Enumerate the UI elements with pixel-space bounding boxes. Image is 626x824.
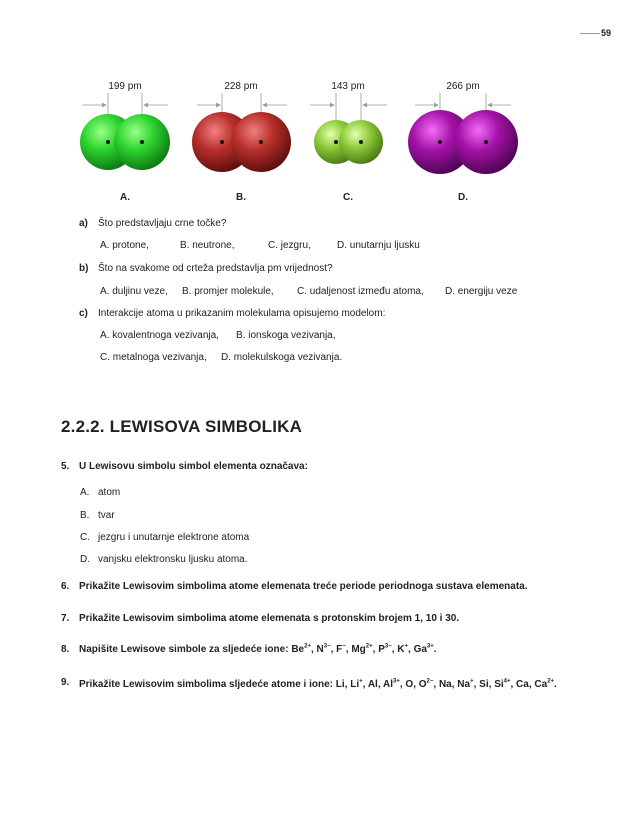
molecule-a-letter: A. bbox=[120, 192, 130, 203]
option: D. molekulskoga vezivanja. bbox=[221, 352, 343, 363]
question-text: Što predstavljaju crne točke? bbox=[98, 218, 227, 229]
option-letter: A. bbox=[80, 487, 90, 498]
option: B. ionskoga vezivanja, bbox=[236, 330, 336, 341]
option: B. promjer molekule, bbox=[182, 286, 274, 297]
ion-charge: + bbox=[359, 678, 363, 685]
option-letter: C. bbox=[80, 532, 90, 543]
question-text: Prikažite Lewisovim simbolima sljedeće atome i ione: bbox=[79, 679, 333, 690]
ion-symbol: Si bbox=[479, 679, 489, 690]
ion-symbol: Al bbox=[383, 679, 393, 690]
ion-symbol: F bbox=[336, 644, 343, 655]
ion-charge: 3+ bbox=[393, 678, 400, 685]
ion-charge: 3− bbox=[384, 643, 392, 650]
ion-list: $Be^{2+}$, $N^{3-}$, F−, $Mg^{2+}$, $P^{3-}$, K+, $Ga^{3+}$. bbox=[291, 643, 437, 655]
ion-list: Li, Li+, Al, $Al^{3+}$, O, $O^{2-}$, Na, Na+, Si, $Si^{4+}$, Ca, $Ca^{2+}$. bbox=[335, 678, 557, 690]
ion-charge: 3+ bbox=[426, 643, 434, 650]
molecule-d-letter: D. bbox=[458, 192, 468, 203]
ion-symbol: Li bbox=[335, 679, 345, 690]
molecule-b bbox=[192, 81, 291, 203]
option-a bbox=[80, 487, 121, 498]
molecule-a-size: 199 pm bbox=[108, 81, 142, 92]
option: D. energiju veze bbox=[445, 286, 518, 297]
ion-symbol: Ca bbox=[534, 679, 548, 690]
ion-charge: − bbox=[342, 643, 346, 650]
question-text: U Lewisovu simbolu simbol elementa označava: bbox=[79, 461, 308, 472]
molecule-c-letter: C. bbox=[343, 192, 353, 203]
question-letter: b) bbox=[79, 263, 89, 274]
ion-symbol: Na bbox=[457, 679, 471, 690]
question-text-line bbox=[79, 644, 437, 655]
question-7 bbox=[61, 613, 460, 624]
molecule-d-size: 266 pm bbox=[446, 81, 480, 92]
option-letter: B. bbox=[80, 510, 90, 521]
ion-charge: 2+ bbox=[365, 643, 373, 650]
option: A. duljinu veze, bbox=[100, 286, 168, 297]
ion-symbol: Be bbox=[291, 644, 305, 655]
question-number: 7. bbox=[61, 613, 70, 624]
ion-symbol: O bbox=[405, 679, 414, 690]
molecule-c bbox=[310, 81, 387, 203]
option: A. protone, bbox=[100, 240, 149, 251]
option: B. neutrone, bbox=[180, 240, 235, 251]
question-8 bbox=[61, 643, 437, 655]
section-title: 2.2.2. LEWISOVA SIMBOLIKA bbox=[61, 417, 303, 436]
question-number: 6. bbox=[61, 581, 70, 592]
question-text: Interakcije atoma u prikazanim molekulama opisujemo modelom: bbox=[98, 308, 386, 319]
question-9 bbox=[61, 677, 561, 688]
question-text: Prikažite Lewisovim simbolima atome elemenata s protonskim brojem 1, 10 i 30. bbox=[79, 613, 460, 624]
ion-charge: 2− bbox=[426, 678, 434, 685]
question-6 bbox=[61, 581, 528, 592]
ion-symbol: Ca bbox=[516, 679, 529, 690]
page-number: 59 bbox=[600, 28, 611, 38]
ion-symbol: N bbox=[316, 644, 324, 655]
question-text: Napišite Lewisove simbole za sljedeće ione: bbox=[79, 644, 289, 655]
ion-symbol: P bbox=[378, 644, 385, 655]
ion-symbol: Ga bbox=[413, 644, 427, 655]
ion-symbol: Al bbox=[367, 679, 378, 690]
ion-charge: 4+ bbox=[503, 678, 511, 685]
option-text: atom bbox=[98, 487, 121, 498]
question-5 bbox=[61, 461, 308, 472]
option-c bbox=[80, 532, 250, 543]
molecule-c-size: 143 pm bbox=[331, 81, 365, 92]
ion-symbol: O bbox=[418, 679, 427, 690]
ion-symbol: K bbox=[397, 644, 405, 655]
ion-charge: 3− bbox=[323, 643, 331, 650]
option: A. kovalentnoga vezivanja, bbox=[100, 330, 219, 341]
ion-charge: 2+ bbox=[304, 643, 311, 650]
option-text: tvar bbox=[98, 510, 115, 521]
option: C. udaljenost između atoma, bbox=[297, 286, 424, 297]
ion-symbol: Li bbox=[350, 679, 360, 690]
question-number: 8. bbox=[61, 644, 70, 655]
option: D. unutarnju ljusku bbox=[337, 240, 420, 251]
question-text: Prikažite Lewisovim simbolima atome elemenata treće periode periodnoga sustava elemenata. bbox=[79, 581, 528, 592]
ion-symbol: Si bbox=[494, 679, 504, 690]
molecule-a bbox=[80, 81, 170, 203]
option-d bbox=[80, 554, 248, 565]
question-letter: c) bbox=[79, 308, 88, 319]
molecule-b-size: 228 pm bbox=[224, 81, 258, 92]
option-text: jezgru i unutarnje elektrone atoma bbox=[98, 532, 250, 543]
page-number-rule bbox=[580, 33, 600, 34]
ion-charge: + bbox=[470, 678, 474, 685]
question-number: 5. bbox=[61, 461, 70, 472]
ion-symbol: Mg bbox=[351, 644, 366, 655]
molecule-b-letter: B. bbox=[236, 192, 246, 203]
option-text: vanjsku elektronsku ljusku atoma. bbox=[98, 554, 248, 565]
molecule-figure bbox=[0, 70, 626, 210]
option: C. jezgru, bbox=[268, 240, 311, 251]
option-b bbox=[80, 510, 115, 521]
ion-charge: 2+ bbox=[547, 678, 555, 685]
ion-charge: + bbox=[404, 643, 409, 650]
question-number: 9. bbox=[61, 677, 70, 688]
option: C. metalnoga vezivanja, bbox=[100, 352, 207, 363]
question-text: Što na svakome od crteža predstavlja pm vrijednost? bbox=[98, 263, 333, 274]
question-letter: a) bbox=[79, 218, 88, 229]
ion-symbol: Na bbox=[438, 679, 452, 690]
question-text-line bbox=[79, 677, 559, 693]
molecule-d bbox=[408, 81, 518, 203]
option-letter: D. bbox=[80, 554, 90, 565]
